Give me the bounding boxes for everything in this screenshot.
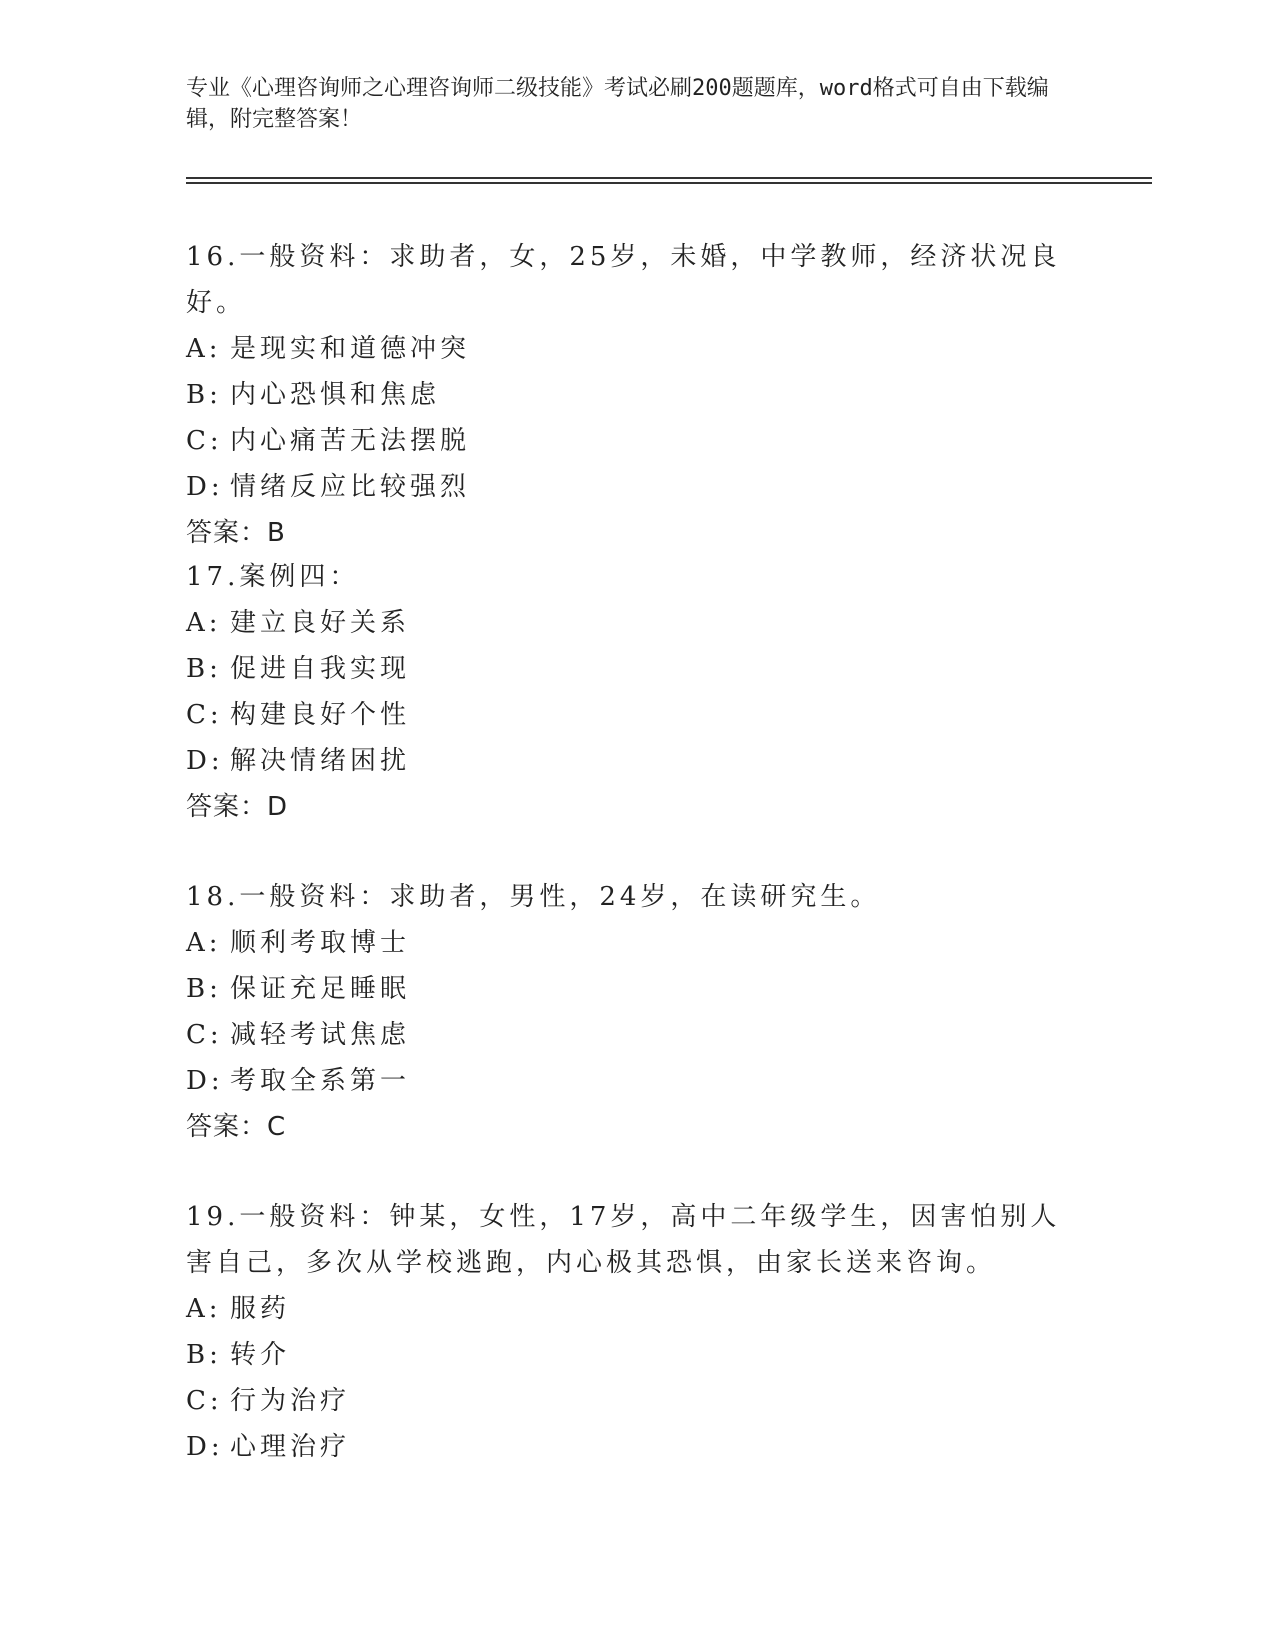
option-text: 转介 <box>230 1340 291 1370</box>
question-17 <box>186 554 1086 830</box>
option-key: A: <box>186 1294 222 1324</box>
question-16 <box>186 234 1086 556</box>
option-text: 行为治疗 <box>230 1386 351 1416</box>
answer-line: 答案：C <box>186 1112 287 1142</box>
answer-line: 答案：B <box>186 518 286 548</box>
option-text: 保证充足睡眠 <box>230 974 411 1004</box>
option-c <box>186 1012 1086 1058</box>
option-text: 心理治疗 <box>230 1432 351 1462</box>
option-key: B: <box>186 974 222 1004</box>
option-key: D: <box>186 472 224 502</box>
option-key: C: <box>186 700 223 730</box>
option-b <box>186 1332 1086 1378</box>
option-key: A: <box>186 928 222 958</box>
option-key: B: <box>186 654 222 684</box>
option-b <box>186 646 1086 692</box>
question-stem: 16.一般资料：求助者，女，25岁，未婚，中学教师，经济状况良好。 <box>186 242 1061 318</box>
option-c <box>186 418 1086 464</box>
option-key: B: <box>186 1340 222 1370</box>
option-key: D: <box>186 746 224 776</box>
option-text: 是现实和道德冲突 <box>230 334 471 364</box>
option-key: D: <box>186 1432 224 1462</box>
question-19 <box>186 1194 1086 1470</box>
option-key: B: <box>186 380 222 410</box>
option-b <box>186 372 1086 418</box>
option-key: C: <box>186 1386 223 1416</box>
header-divider-top <box>186 177 1152 179</box>
option-key: A: <box>186 608 222 638</box>
option-key: C: <box>186 1020 223 1050</box>
answer-line: 答案：D <box>186 792 289 822</box>
question-stem: 19.一般资料：钟某，女性，17岁，高中二年级学生，因害怕别人害自己，多次从学校逃跑，内心极其恐惧，由家长送来咨询。 <box>186 1202 1061 1278</box>
option-text: 内心恐惧和焦虑 <box>230 380 441 410</box>
header-divider-bottom <box>186 182 1152 184</box>
option-text: 内心痛苦无法摆脱 <box>230 426 471 456</box>
option-d <box>186 464 1086 510</box>
option-a <box>186 326 1086 372</box>
option-key: C: <box>186 426 223 456</box>
option-text: 促进自我实现 <box>230 654 411 684</box>
option-text: 情绪反应比较强烈 <box>230 472 471 502</box>
option-a <box>186 1286 1086 1332</box>
option-c <box>186 692 1086 738</box>
option-a <box>186 600 1086 646</box>
option-key: D: <box>186 1066 224 1096</box>
option-key: A: <box>186 334 222 364</box>
option-d <box>186 1058 1086 1104</box>
option-text: 服药 <box>230 1294 291 1324</box>
option-d <box>186 738 1086 784</box>
option-text: 顺利考取博士 <box>230 928 411 958</box>
option-text: 考取全系第一 <box>230 1066 411 1096</box>
question-18 <box>186 874 1086 1150</box>
option-a <box>186 920 1086 966</box>
option-text: 建立良好关系 <box>230 608 411 638</box>
option-b <box>186 966 1086 1012</box>
option-text: 解决情绪困扰 <box>230 746 411 776</box>
question-stem: 18.一般资料：求助者，男性，24岁，在读研究生。 <box>186 882 881 912</box>
option-c <box>186 1378 1086 1424</box>
option-d <box>186 1424 1086 1470</box>
question-stem: 17.案例四： <box>186 562 360 592</box>
option-text: 减轻考试焦虑 <box>230 1020 411 1050</box>
option-text: 构建良好个性 <box>230 700 411 730</box>
document-header: 专业《心理咨询师之心理咨询师二级技能》考试必刷200题题库，word格式可自由下载编辑，附完整答案！ <box>186 76 1049 132</box>
